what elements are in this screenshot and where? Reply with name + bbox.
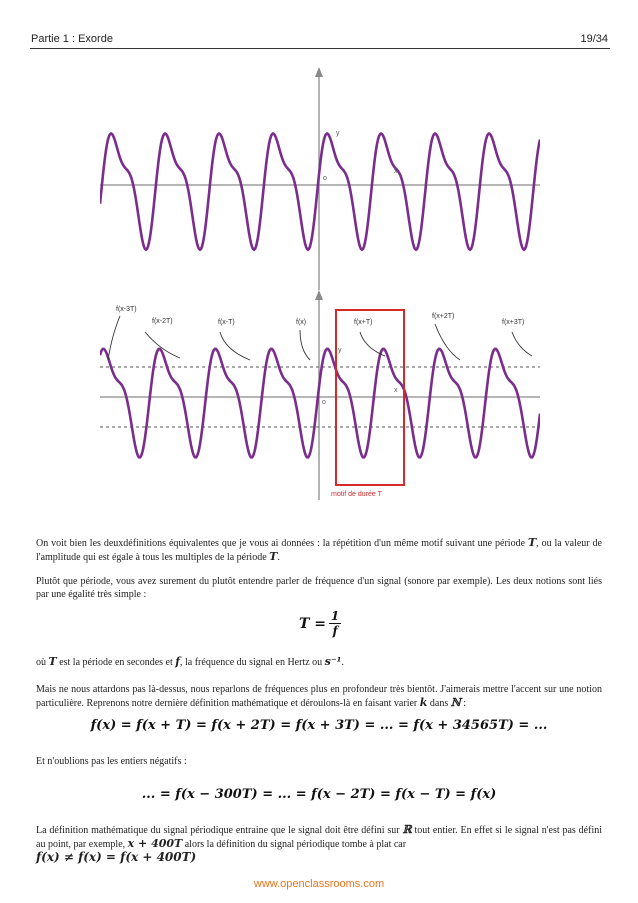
page-header-title: Partie 1 : Exorde — [31, 33, 113, 45]
math-var-t: T — [269, 550, 278, 563]
curve-label-x: f(x) — [296, 319, 307, 326]
fraction: 1 f — [330, 609, 340, 638]
formula-negative-multiples: ... = f(x − 300T) = ... = f(x − 2T) = f(x − T) = f(x) — [141, 787, 497, 802]
figure-shifted-signal — [100, 290, 540, 505]
curve-label-x-plus-t: f(x+T) — [354, 319, 373, 326]
y-axis-label: y — [338, 347, 342, 354]
y-axis-label: y — [336, 130, 340, 137]
math-set-n: ℕ — [450, 696, 461, 709]
curve-label-x-plus-3t: f(x+3T) — [502, 319, 525, 326]
origin-label: o — [323, 175, 327, 182]
curve-label-x-minus-t: f(x-T) — [218, 319, 235, 326]
paragraph-frequency: Plutôt que période, vous avez surement du plutôt entendre parler de fréquence d'un signal (sonore par exemple). Les deux notions sont liés par une égalité très simple : — [36, 576, 602, 600]
math-var-t: T — [527, 536, 537, 549]
motif-label: motif de durée T — [331, 491, 382, 498]
paragraph-domain: La définition mathématique du signal périodique entraine que le signal doit être défini sur ℝ tout entier. En effet si le signal n'est pas défini au point, par exemple, x + 400T alors la définition du signal périodique tombe à plat car f(x) ≠ f(x) = f(x + 400T) — [36, 823, 603, 864]
curve-label-x-minus-3t: f(x-3T) — [116, 306, 137, 313]
paragraph-notion: Mais ne nous attardons pas là-dessus, nous reparlons de fréquences plus en profondeur très bientôt. J'aimerais mettre l'accent sur une notion particulière. Reprenons notre dernière définition mathématique et déroulons-là en faisant varier k dans ℕ : — [36, 684, 602, 709]
footer-website: www.openclassrooms.com — [253, 878, 385, 890]
y-axis-arrow — [315, 290, 323, 300]
math-var-k: k — [419, 696, 428, 709]
paragraph-negative: Et n'oublions pas les entiers négatifs : — [36, 756, 187, 767]
signal-curve — [100, 349, 540, 458]
math-unit-s-inverse: s⁻¹ — [324, 655, 342, 668]
origin-label: o — [322, 399, 326, 406]
y-axis-arrow — [315, 67, 323, 77]
paragraph-definitions: On voit bien les deuxdéfinitions équivalentes que je vous ai données : la répétition d'un même motif suivant une période T, ou la valeur de l'amplitude qui est égale à tous les multiples de la période T. — [36, 536, 602, 563]
curve-label-x-plus-2t: f(x+2T) — [432, 313, 455, 320]
math-expr-x-plus-400t: x + 400T — [127, 837, 183, 850]
x-axis-label: x — [394, 168, 398, 175]
math-var-t: T — [48, 655, 57, 668]
curve-label-x-minus-2t: f(x-2T) — [152, 318, 173, 325]
header-rule — [30, 48, 610, 49]
figure-periodic-signal — [100, 65, 540, 290]
signal-curve — [100, 134, 540, 250]
paragraph-units: où T est la période en secondes et f, la fréquence du signal en Hertz ou s⁻¹. — [36, 655, 344, 668]
math-set-r: ℝ — [402, 823, 412, 836]
x-axis-label: x — [394, 387, 398, 394]
math-contradiction: f(x) ≠ f(x) = f(x + 400T) — [36, 850, 197, 864]
formula-period-frequency: T = 1 f — [299, 609, 340, 638]
math-var-f: f — [175, 655, 180, 668]
formula-positive-multiples: f(x) = f(x + T) = f(x + 2T) = f(x + 3T) = ... = f(x + 34565T) = ... — [90, 718, 548, 733]
page-number: 19/34 — [580, 33, 608, 45]
